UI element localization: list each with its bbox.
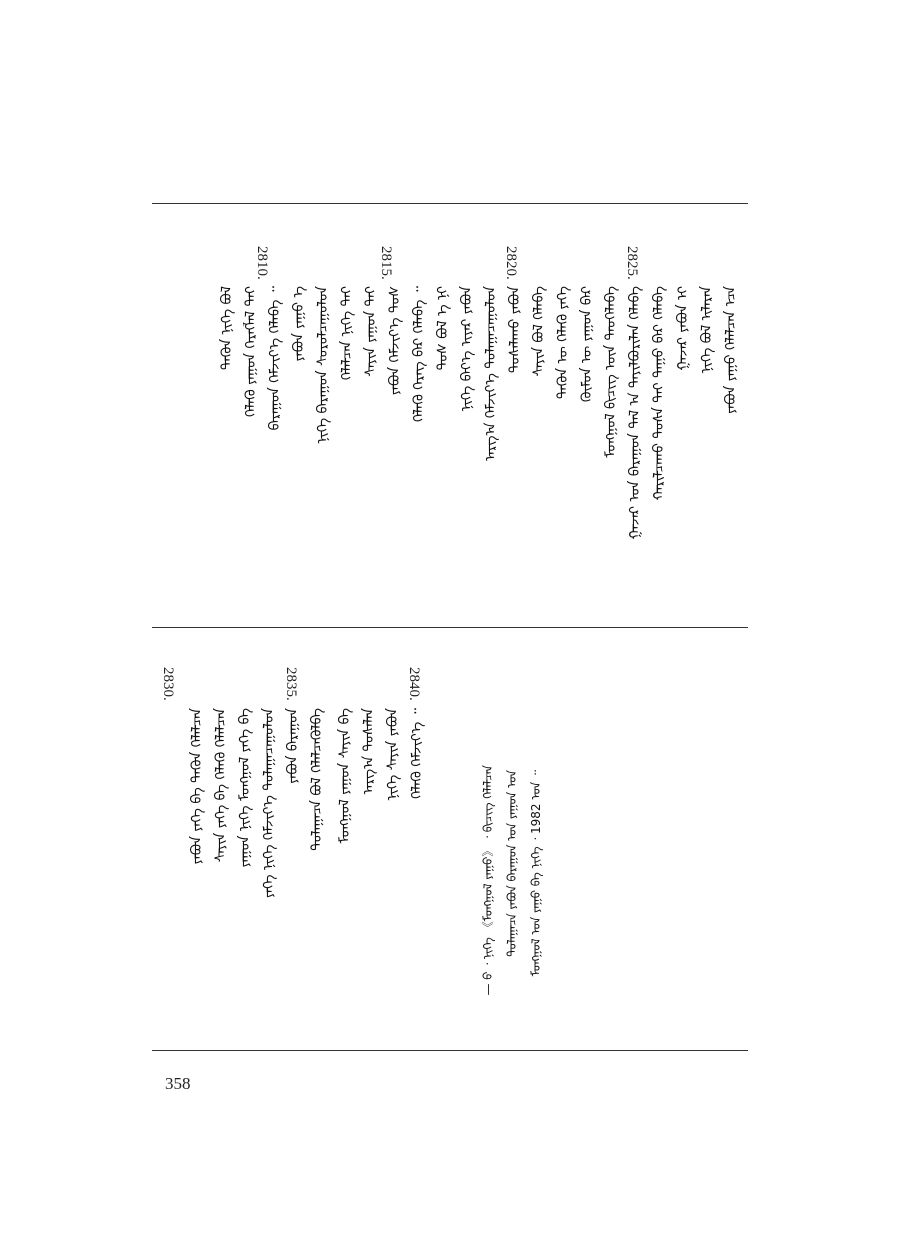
verse-line: ᠬᠡᠯᠡᠬᠦ ᠬᠡᠮᠵᠢᠶ᠎ᠡ ᠃ <box>409 708 425 799</box>
line-number: 2825. <box>624 246 640 280</box>
verse-line: ᠰᠠᠶᠢᠨ ᠪᠣᠯ ᠬᠡᠯᠡᠪᠡ <box>531 286 547 377</box>
bottom-rule <box>152 1050 748 1051</box>
verse-line: ᠶᠠᠪᠤᠨ ᠶᠠᠭᠤ ᠬᠡᠯᠡᠯᠴᠡᠨ ᠡᠴᠡ <box>723 286 739 414</box>
verse-line: ᠠᠷᠭ᠎ᠠ ᠬᠡᠮᠵᠢᠶ᠎ᠡ ᠲᠤᠯᠠᠭᠠᠴᠠᠭᠤᠯᠤᠨ <box>483 286 499 461</box>
citation-line: ᠮᠣᠩᠭᠣᠯ ᠤᠨ ᠶᠠᠭᠤ ᠪᠡ ᠨᠢᠭᠡ ᠂ 1982 ᠣᠨ ᠃ <box>529 770 543 977</box>
verse-line: ᠶᠠᠪᠤᠨ ᠶᠠᠭᠤ ᠡ <box>291 286 307 362</box>
verse-line: ᠨᠢᠭᠡ ᠰᠠᠶᠢᠨ ᠶᠠᠪᠤᠨ <box>385 708 401 801</box>
verse-line: ᠰᠠᠶᠢᠨ ᠶᠡᠬᠡ ᠪᠠ ᠬᠡᠯᠡᠬᠦ ᠬᠡᠯᠡᠯᠴᠡᠨ <box>213 708 229 863</box>
verse-line: ᠬᠠᠷᠢᠯᠴᠠᠬᠤ ᠲᠤᠰᠠ ᠲᠡᠢ ᠳᠠᠭᠤ ᠪᠠᠷ ᠬᠡᠯᠡᠪᠡ <box>651 286 667 501</box>
verse-line: ᠶᠠᠪᠤᠨ ᠶᠡᠬᠡ ᠪᠠ ᠲᠡᠭᠦᠨ ᠬᠡᠯᠡᠯᠴᠡᠨ <box>189 708 205 865</box>
verse-line: ᠶᠡᠬᠡ ᠨᠢᠭᠡ ᠬᠡᠮᠵᠢᠶ᠎ᠡ ᠲᠤᠯᠠᠭᠠᠴᠠᠭᠤᠯᠤᠨ <box>261 708 277 899</box>
verse-line: ᠨᠢᠭᠡ ᠪᠣᠯ ᠢᠯᠡᠷᠡᠨ <box>699 286 715 374</box>
verse-line: ᠮᠣᠩᠭᠣᠯ ᠶᠠᠭᠤᠨ ᠰᠠᠶᠢᠨ ᠪᠠ <box>337 708 353 844</box>
verse-line: ᠲᠡᠭᠦᠨ ᠨᠢᠭᠡ ᠪᠣᠯ <box>219 286 235 370</box>
line-number: 2830. <box>160 667 176 701</box>
verse-line: ᠲᠤᠰᠠᠯᠠᠬᠤ ᠶᠠᠪᠤᠨ <box>507 286 523 374</box>
verse-line: ᠭᠠᠵᠠᠷ ᠤᠨ ᠪᠠᠷᠠᠭᠤᠨ ᠲᠠᠯ ᠠ ᠲᠠᠶᠢᠯᠪᠤᠷᠢᠯᠠᠨ ᠬᠡᠯᠡᠪᠡ <box>627 286 643 540</box>
middle-rule <box>152 627 748 628</box>
verse-line: ᠮᠣᠩᠭᠣᠯ ᠪᠢᠴᠢᠭ ᠦᠨ ᠲᠡᠦᠬᠡᠯᠡᠪᠡ <box>603 286 619 458</box>
citation-line: — ᠪ ᠂ ᠨᠢᠭᠡ 《ᠮᠣᠩᠭᠣᠯ ᠶᠠᠭᠤ》 ᠂ ᠪᠢᠴᠢᠭ ᠬᠡᠯᠡᠯᠴᠡᠨ <box>481 765 495 996</box>
verse-line: ᠨᠢᠭᠡ ᠪᠡᠶ᠎ᠡ ᠢᠶᠠᠷ ᠶᠠᠪᠤᠨ <box>459 286 475 412</box>
verse-line: ᠨᠢᠭᠡ ᠪᠠᠷᠠᠭᠤᠨ ᠰᠤᠷᠤᠯᠴᠠᠭᠤᠯᠤᠨ <box>315 286 331 444</box>
verse-line: ᠶᠠᠪᠤᠨ ᠪᠠᠷᠠᠭᠤᠨ <box>285 708 301 784</box>
line-number: 2840. <box>406 667 422 701</box>
page-number: 358 <box>165 1074 191 1093</box>
verse-line: ᠠᠷᠭ᠎ᠠ ᠲᠤᠰᠠᠯᠠᠨ <box>361 708 377 795</box>
citation-line: ᠲᠤᠯᠠᠭᠠᠴᠠ ᠶᠠᠪᠤᠨ ᠪᠠᠷᠠᠭᠤᠨ ᠤᠨ ᠶᠠᠭᠤᠨ ᠤᠨ <box>505 770 519 957</box>
verse-line: ᠰᠠᠶᠢᠨ ᠶᠠᠭᠤᠨ ᠲᠡᠢ <box>363 286 379 377</box>
line-number: 2820. <box>503 246 519 280</box>
verse-line: ᠲᠤᠰ ᠪᠣᠯ ᠡ ᠨᠢ <box>435 286 451 371</box>
verse-line: ᠶᠠᠪᠤᠨ ᠬᠡᠮᠵᠢᠶ᠎ᠡ ᠲᠤᠰ <box>387 286 403 396</box>
line-number: 2810. <box>254 246 270 280</box>
line-number: 2815. <box>378 246 394 280</box>
verse-line: ᠲᠤᠯᠠᠭᠠᠴᠠ ᠪᠣᠯ ᠬᠡᠯᠡᠯᠴᠡᠭᠦᠯᠪᠡ <box>309 708 325 851</box>
verse-line: ᠬᠡᠯᠡᠯᠴᠡᠨ ᠨᠢᠭᠡ ᠲᠡᠢ <box>339 286 355 381</box>
verse-line: ᠬᠦᠮᠦᠨ ᠦ ᠶᠠᠭᠤᠨ ᠪᠠᠷ <box>579 286 595 403</box>
verse-line: ᠭᠠᠵᠠᠷ ᠶᠠᠪᠤᠨ ᠢ <box>675 286 691 371</box>
line-number: 2835. <box>283 667 299 701</box>
top-rule <box>152 203 748 204</box>
verse-line: ᠬᠡᠯᠡᠬᠦ ᠬᠡᠷᠡᠭ ᠪᠠᠷ ᠬᠡᠯᠡᠪᠡ ᠃ <box>411 286 427 422</box>
verse-line: ᠬᠡᠯᠡᠬᠦ ᠶᠠᠭᠤᠨ ᠬᠡᠷᠡᠭᠯᠡᠯ ᠲᠡᠢ <box>243 286 259 418</box>
verse-line: ᠪᠠᠷᠠᠭᠤᠨ ᠬᠡᠮᠵᠢᠶ᠎ᠡ ᠬᠡᠯᠡᠪᠡ ᠃ <box>267 286 283 431</box>
verse-line: ᠲᠡᠭᠦᠨ ᠦ ᠬᠡᠯᠡᠬᠦ ᠶᠡᠬᠡ <box>555 286 571 399</box>
verse-line: ᠶᠠᠭᠤᠨ ᠨᠢᠭᠡ ᠮᠣᠩᠭᠣᠯ ᠶᠡᠬᠡ ᠪᠠ <box>237 708 253 868</box>
